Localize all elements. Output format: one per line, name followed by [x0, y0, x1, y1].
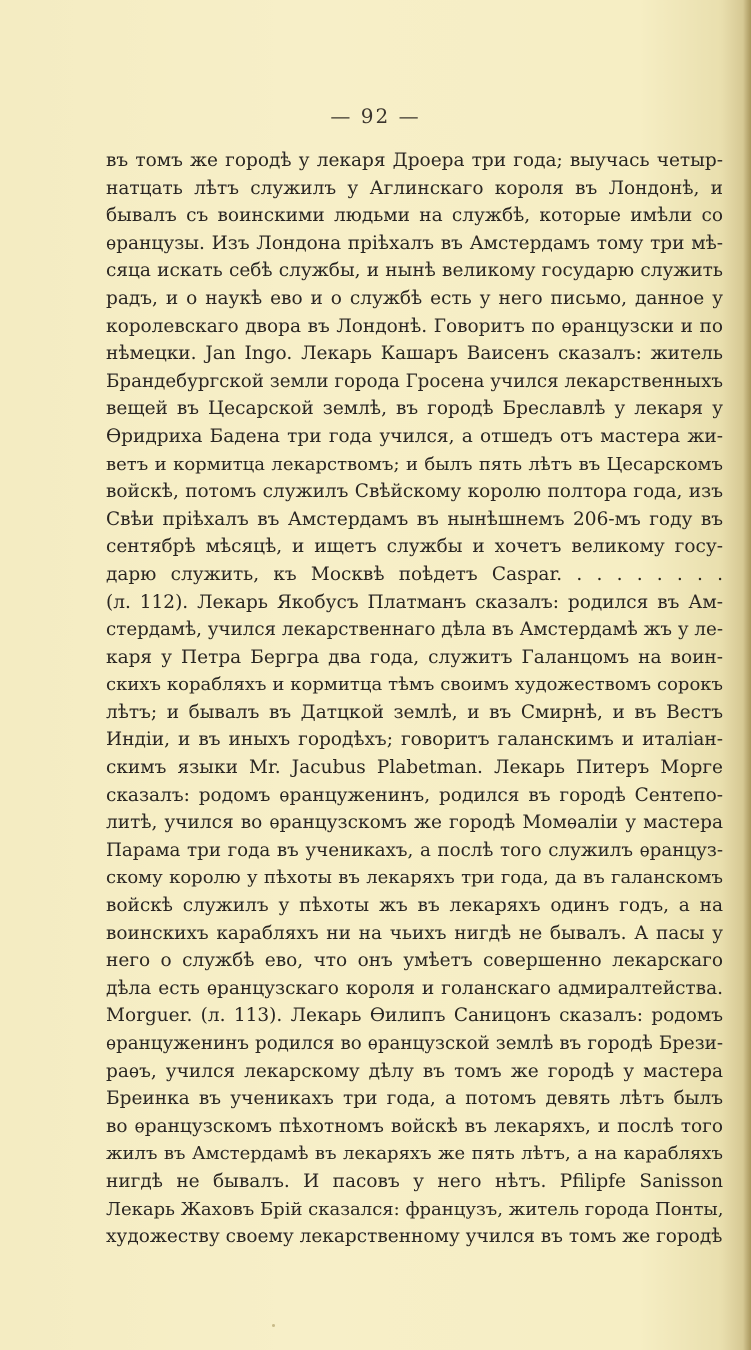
text-line: нигдѣ не бывалъ. И пасовъ у него нѣтъ. Pfilipfe Sanisson — [106, 1170, 723, 1192]
text-line: королевскаго двора въ Лондонѣ. Говоритъ по ѳранцузски и по — [106, 315, 723, 337]
paper-speck — [272, 1324, 275, 1327]
text-line: стердамѣ, учился лекарственнаго дѣла въ Амстердамѣ жъ у ле- — [106, 619, 723, 641]
text-line: дарю служить, къ Москвѣ поѣдетъ Caspar. . . . . . . . . — [106, 563, 723, 585]
text-line: сказалъ: родомъ ѳранцуженинъ, родился въ городѣ Сентепо- — [106, 784, 723, 806]
text-line: Брандебургской земли города Гросена учился лекарственныхъ — [106, 370, 723, 392]
text-line: жилъ въ Амстердамѣ въ лекаряхъ же пять лѣтъ, а на карабляхъ — [106, 1143, 723, 1165]
text-line: воинскихъ карабляхъ ни на чьихъ нигдѣ не бывалъ. А пасы у — [106, 922, 723, 944]
page-spine-shadow — [743, 0, 751, 1350]
text-line: сяца искать себѣ службы, и нынѣ великому государю служить — [106, 260, 723, 282]
text-line: дѣла есть ѳранцузскаго короля и голанскаго адмиралтейства. — [106, 977, 723, 999]
text-line: Лекарь Жаховъ Брій сказался: французъ, житель города Понты, — [106, 1198, 723, 1220]
text-line: во ѳранцузскомъ пѣхотномъ войскѣ въ лекаряхъ, и послѣ того — [106, 1115, 723, 1137]
text-line: скихъ корабляхъ и кормитца тѣмъ своимъ художествомъ сорокъ — [106, 674, 723, 696]
text-line: скимъ языки Mr. Jacubus Plabetman. Лекарь Питеръ Морге — [106, 757, 723, 779]
text-line: Morguer. (л. 113). Лекарь Ѳилипъ Саницонъ сказалъ: родомъ — [106, 1005, 723, 1027]
text-line: сентябрѣ мѣсяцѣ, и ищетъ службы и хочетъ великому госу- — [106, 536, 723, 558]
page-number: — 92 — — [330, 104, 421, 128]
text-line: ѳранцузы. Изъ Лондона пріѣхалъ въ Амстердамъ тому три мѣ- — [106, 232, 723, 254]
text-line: войскѣ служилъ у пѣхоты жъ въ лекаряхъ одинъ годъ, а на — [106, 895, 723, 917]
text-line: натцать лѣтъ служилъ у Аглинскаго короля въ Лондонѣ, и — [106, 177, 723, 199]
text-line: Парама три года въ ученикахъ, а послѣ того служилъ ѳранцуз- — [106, 839, 723, 861]
text-line: раѳъ, учился лекарскому дѣлу въ томъ же городѣ у мастера — [106, 1060, 723, 1082]
text-line: Свѣи пріѣхалъ въ Амстердамъ въ нынѣшнемъ 206-мъ году въ — [106, 508, 723, 530]
text-line: (л. 112). Лекарь Якобусъ Платманъ сказалъ: родился въ Ам- — [106, 591, 723, 613]
text-line: ветъ и кормитца лекарствомъ; и былъ пять лѣтъ въ Цесарскомъ — [106, 453, 723, 475]
text-line: ѳранцуженинъ родился во ѳранцузской землѣ въ городѣ Брези- — [106, 1033, 723, 1054]
text-line: него о службѣ ево, что онъ умѣетъ совершенно лекарскаго — [106, 950, 723, 972]
text-line: нѣмецки. Jan Ingo. Лекарь Кашаръ Ваисенъ сказалъ: житель — [106, 343, 723, 365]
body-text — [106, 147, 723, 1251]
text-line: въ томъ же городѣ у лекаря Дроера три года; выучась четыр- — [106, 150, 723, 171]
text-line: вещей въ Цесарской землѣ, въ городѣ Бреславлѣ у лекаря у — [106, 398, 723, 420]
text-line: художеству своему лекарственному учился въ томъ же городѣ — [106, 1226, 723, 1248]
text-line: литѣ, учился во ѳранцузскомъ же городѣ Момѳаліи у мастера — [106, 812, 723, 834]
text-line: войскѣ, потомъ служилъ Свѣйскому королю полтора года, изъ — [106, 481, 723, 503]
text-line: Индіи, и въ иныхъ городѣхъ; говоритъ галанскимъ и италіан- — [106, 729, 723, 751]
text-line: бывалъ съ воинскими людьми на службѣ, которые имѣли со — [106, 205, 723, 227]
text-line: Ѳридриха Бадена три года учился, а отшедъ отъ мастера жи- — [106, 425, 723, 447]
text-line: радъ, и о наукѣ ево и о службѣ есть у него письмо, данное у — [106, 287, 723, 309]
text-line: лѣтъ; и бывалъ въ Датцкой землѣ, и въ Смирнѣ, и въ Вестъ — [106, 701, 723, 723]
text-line: скому королю у пѣхоты въ лекаряхъ три года, да въ галанскомъ — [106, 867, 723, 889]
text-line: Бреинка въ ученикахъ три года, а потомъ девять лѣтъ былъ — [106, 1088, 723, 1110]
text-line: каря у Петра Бергра два года, служитъ Галанцомъ на воин- — [106, 646, 723, 668]
